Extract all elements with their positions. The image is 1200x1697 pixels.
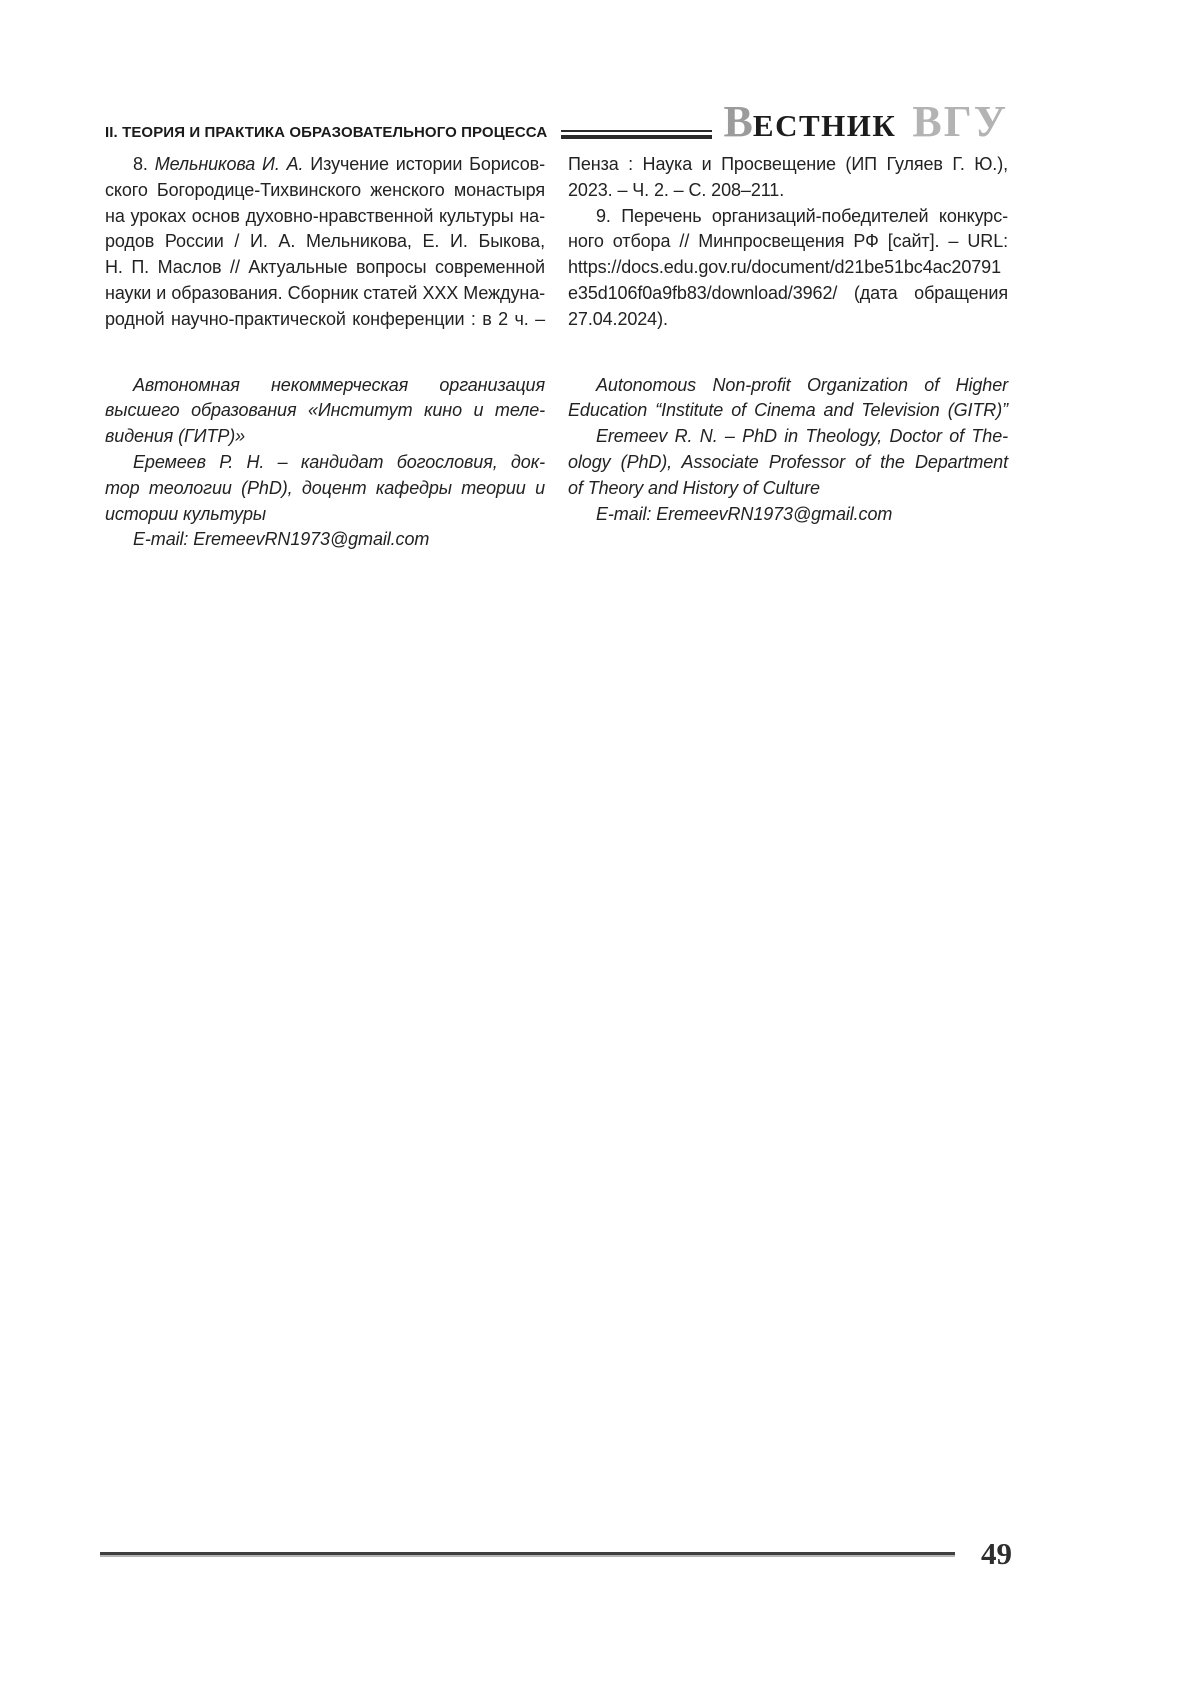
reference-9 (568, 204, 1008, 333)
text-segment: 27.04.2024). (568, 308, 668, 329)
text-segment: E-mail: EremeevRN1973@gmail.com (596, 503, 893, 524)
text-line (105, 527, 545, 553)
text-segment: Автономная некоммерческая организация (133, 374, 545, 395)
reference-8 (105, 152, 545, 333)
text-segment: 2023. – Ч. 2. – С. 208–211. (568, 179, 785, 200)
reference-8-continued (568, 152, 1008, 204)
text-segment: Пенза : Наука и Просвещение (ИП Гуляев Г. Ю.), (568, 154, 1008, 174)
text-segment: тор теологии (PhD), доцент кафедры теории и (105, 477, 545, 498)
text-line (568, 307, 1008, 333)
text-segment: родов России / И. А. Мельникова, Е. И. Быкова, (105, 231, 545, 252)
text-line (568, 502, 1008, 528)
text-line (105, 152, 545, 178)
text-segment: https://docs.edu.gov.ru/document/d21be51bc4ac20791 (568, 257, 1001, 278)
running-head (105, 97, 1008, 146)
text-line (568, 152, 1008, 178)
text-segment: на уроках основ духовно-нравственной культуры на- (105, 205, 545, 226)
text-line (568, 373, 1008, 399)
text-line (105, 178, 545, 204)
text-segment: видения (ГИТР)» (105, 426, 246, 447)
logo-initial-letter: В (723, 97, 753, 146)
text-line (568, 281, 1008, 307)
text-line (105, 373, 545, 399)
logo-university-abbr: ВГУ (912, 97, 1008, 146)
text-segment: высшего образования «Институт кино и теле- (105, 400, 545, 421)
right-column (568, 152, 1008, 553)
text-segment: Eremeev R. N. – PhD in Theology, Doctor of The- (596, 426, 1008, 447)
text-segment: Изучение истории Борисов- (303, 154, 546, 174)
text-segment: 9. Перечень организаций-победителей конкурс- (596, 205, 1008, 226)
page-footer (100, 1538, 1012, 1569)
text-segment: E-mail: EremeevRN1973@gmail.com (133, 529, 430, 550)
text-line (105, 255, 545, 281)
text-segment: ology (PhD), Associate Professor of the Department (568, 451, 1008, 472)
text-line (568, 178, 1008, 204)
text-segment: Н. П. Маслов // Актуальные вопросы современной (105, 257, 545, 278)
two-column-body (105, 152, 1008, 553)
text-segment: ского Богородице-Тихвинского женского монастыря (105, 179, 545, 200)
text-line (105, 229, 545, 255)
text-line (105, 502, 545, 528)
text-line (568, 255, 1008, 281)
text-line (568, 204, 1008, 230)
text-line (105, 281, 545, 307)
text-line (568, 424, 1008, 450)
section-title: II. ТЕОРИЯ И ПРАКТИКА ОБРАЗОВАТЕЛЬНОГО ПРОЦЕССА (105, 124, 548, 141)
text-line (568, 450, 1008, 476)
text-line (568, 229, 1008, 255)
text-segment: Education “Institute of Cinema and Television (GITR)” (568, 400, 1008, 421)
text-segment: ного отбора // Минпросвещения РФ [сайт]. – URL: (568, 231, 1008, 252)
italic-text-segment: Мельникова И. А. (154, 154, 304, 174)
affiliation-ru-email (105, 527, 545, 553)
footer-rule (100, 1552, 955, 1555)
text-segment: родной научно-практической конференции : в 2 ч. – (105, 308, 545, 329)
text-line (568, 398, 1008, 424)
journal-logo (723, 97, 1008, 146)
text-segment: истории культуры (105, 503, 267, 524)
text-line (105, 204, 545, 230)
text-line (568, 476, 1008, 502)
text-line (105, 398, 545, 424)
text-segment: Autonomous Non-profit Organization of Higher (596, 374, 1008, 395)
affiliation-ru-author (105, 450, 545, 527)
affiliation-ru-organization (105, 373, 545, 450)
text-segment: Еремеев Р. Н. – кандидат богословия, док- (133, 451, 545, 472)
text-segment: of Theory and History of Culture (568, 477, 820, 498)
left-column (105, 152, 545, 553)
affiliation-en-organization (568, 373, 1008, 425)
text-line (105, 307, 545, 333)
text-line (105, 424, 545, 450)
logo-name-rest: ЕСТНИК (752, 108, 897, 143)
text-segment: e35d106f0a9fb83/download/3962/ (дата обращения (568, 282, 1008, 303)
text-segment: 8. (133, 154, 155, 174)
affiliation-en-author (568, 424, 1008, 501)
text-segment: науки и образования. Сборник статей XXX Междуна- (105, 282, 545, 303)
affiliation-en-email (568, 502, 1008, 528)
header-double-rule (561, 130, 711, 139)
page-number: 49 (981, 1536, 1012, 1571)
text-line (105, 450, 545, 476)
text-line (105, 476, 545, 502)
